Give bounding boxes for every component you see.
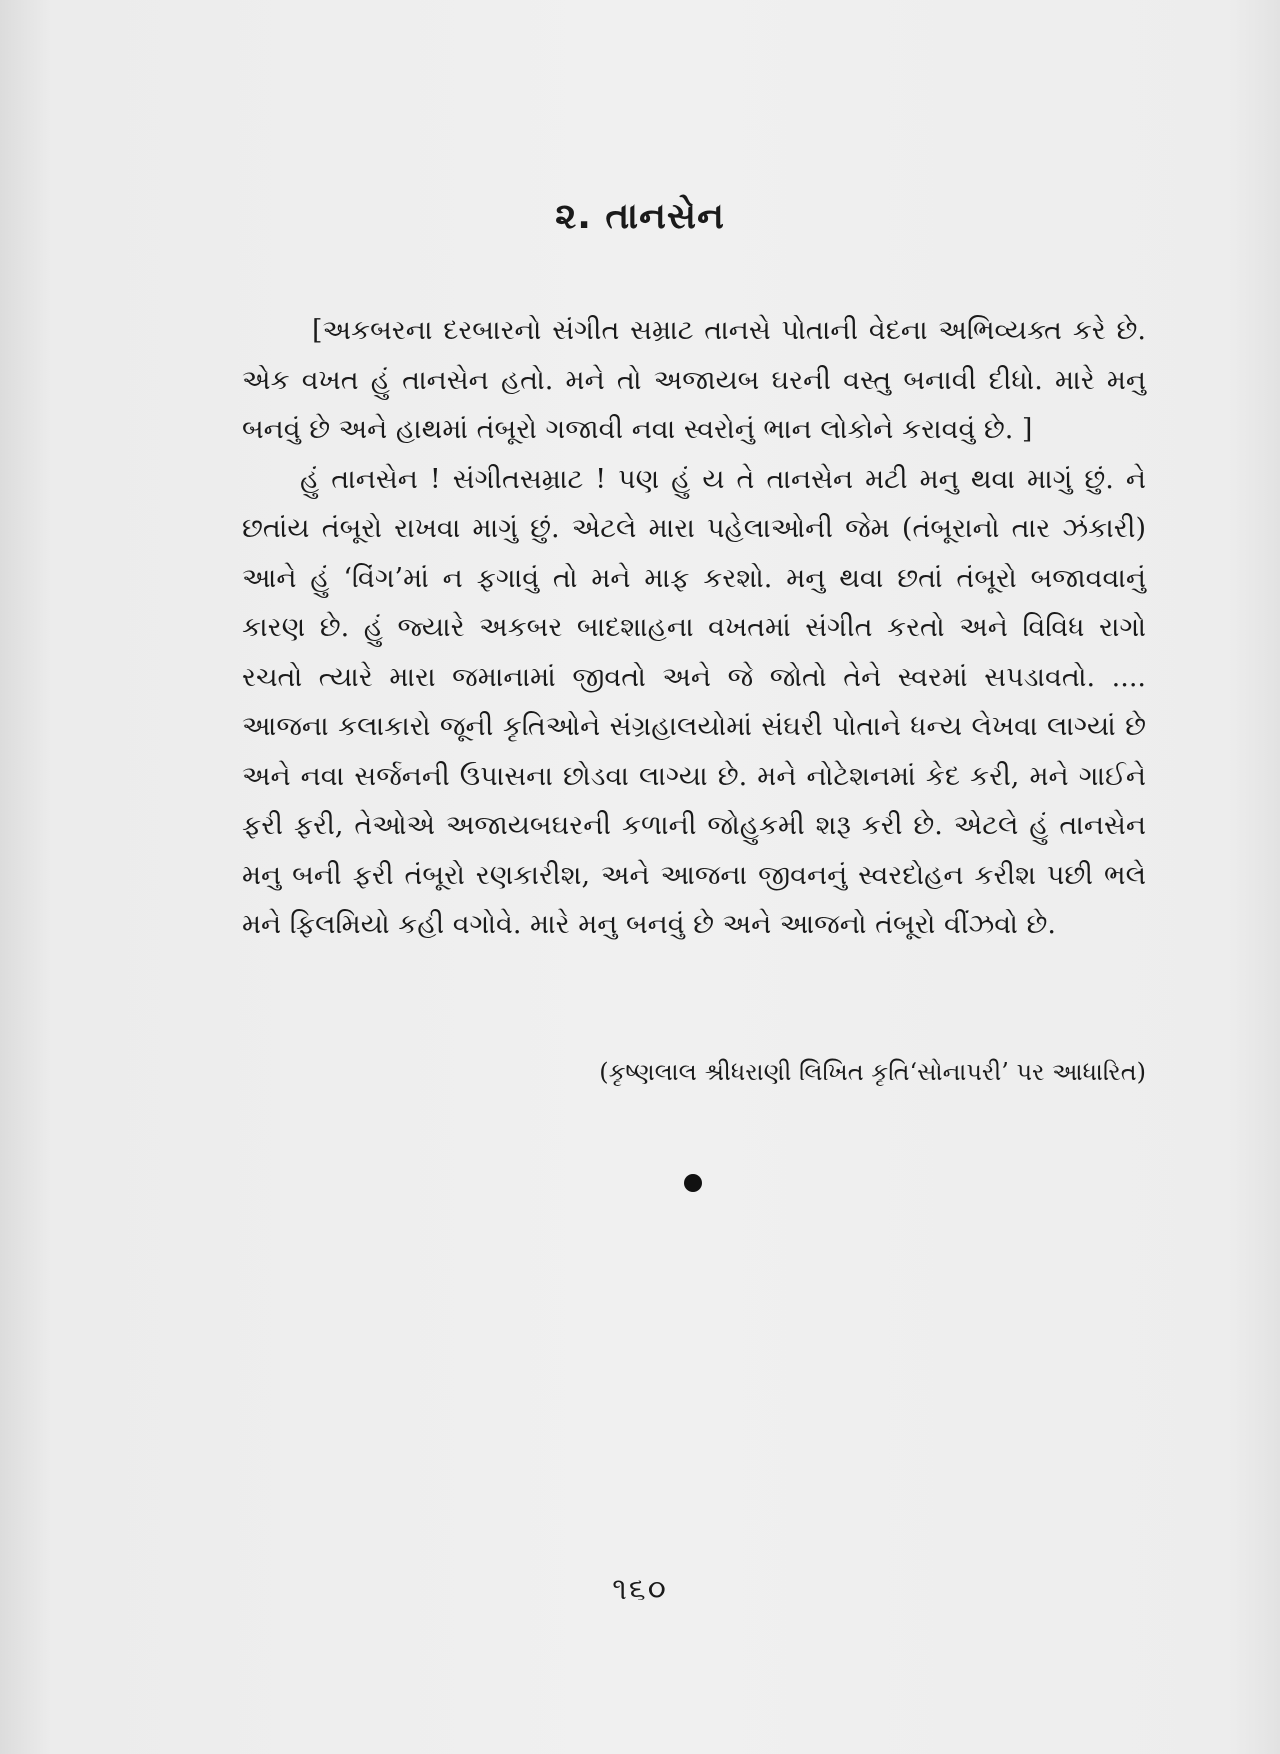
main-paragraph: હું તાનસેન ! સંગીતસમ્રાટ ! પણ હું ય તે તાનસેન મટી મનુ થવા માગું છું. ને છતાંય તંબૂરો રાખવા માગું છું. એટલે મારા પહેલાઓની જેમ (તંબૂરાનો તાર ઝંકારી) આને હું ‘વિંગ’માં ન ફગાવું તો મને માફ કરશો. મનુ થવા છતાં તંબૂરો બજાવવાનું કારણ છે. હું જ્યારે અકબર બાદશાહના વખતમાં સંગીત કરતો અને વિવિધ રાગો રચતો ત્યારે મારા જમાનામાં જીવતો અને જે જોતો તેને સ્વરમાં સપડાવતો. .... આજના કલાકારો જૂની કૃતિઓને સંગ્રહાલયોમાં સંઘરી પોતાને ધન્ય લેખવા લાગ્યાં છે અને નવા સર્જનની ઉપાસના છોડવા લાગ્યા છે. મને નોટેશનમાં કેદ કરી, મને ગાઈને ફરી ફરી, તેઓએ અજાયબઘરની કળાની જોહુકમી શરૂ કરી છે. એટલે હું તાનસેન મનુ બની ફરી તંબૂરો રણકારીશ, અને આજના જીવનનું સ્વરદોહન કરીશ પછી ભલે મને ફિલમિયો કહી વગોવે. મારે મનુ બનવું છે અને આજનો તંબૂરો વીંઝવો છે. — [242, 463, 1146, 940]
chapter-body — [242, 306, 1146, 950]
page-number: ૧૬૦ — [612, 1572, 668, 1607]
chapter-title: ૨. તાનસેન — [555, 196, 725, 237]
intro-paragraph: [અકબરના દરબારનો સંગીત સમ્રાટ તાનસે પોતાની વેદના અભિવ્યક્ત કરે છે. એક વખત હું તાનસેન હતો. મને તો અજાયબ ઘરની વસ્તુ બનાવી દીધો. મારે મનુ બનવું છે અને હાથમાં તંબૂરો ગજાવી નવા સ્વરોનું ભાન લોકોને કરાવવું છે. ] — [242, 315, 1146, 445]
source-attribution: (કૃષ્ણલાલ શ્રીધરાણી લિખિત કૃતિ‘સોનાપરી’ પર આધારિત) — [599, 1058, 1146, 1086]
section-end-bullet — [684, 1174, 702, 1192]
